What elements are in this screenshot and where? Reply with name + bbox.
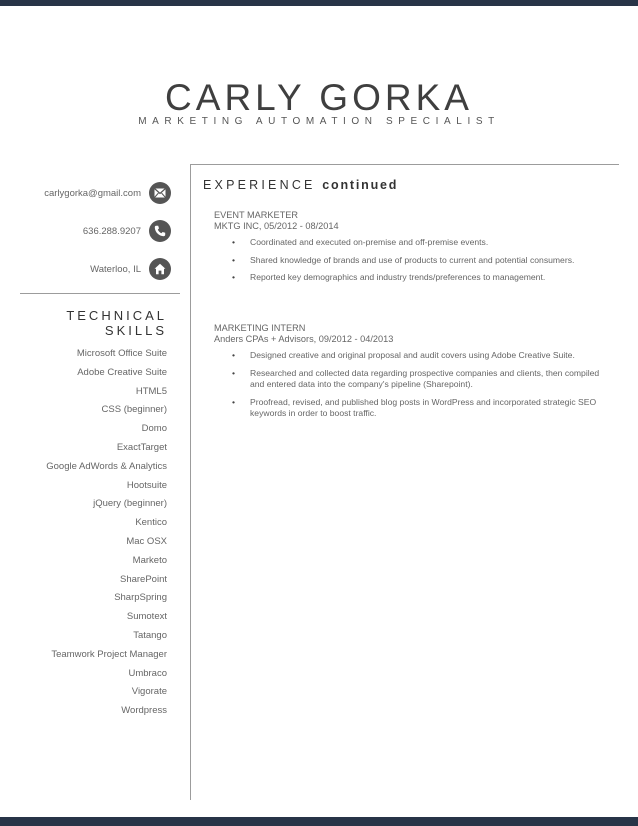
skill-item: jQuery (beginner) xyxy=(93,498,167,510)
skill-item: Sumotext xyxy=(126,611,167,623)
job-bullet: • Researched and collected data regarding prospective companies and clients, then compiled and entered data into the company's pipeline (Sharepoint). xyxy=(214,368,614,391)
skill-item: SharpSpring xyxy=(114,592,167,604)
top-accent-bar xyxy=(0,0,638,6)
skills-list xyxy=(46,345,167,721)
job-entry xyxy=(214,210,614,290)
candidate-name: CARLY GORKA xyxy=(165,76,473,118)
skill-item: Microsoft Office Suite xyxy=(76,348,167,359)
job-company-dates: Anders CPAs + Advisors, 09/2012 - 04/2013 xyxy=(214,334,394,344)
location-text: Waterloo, IL xyxy=(90,263,141,275)
contact-divider xyxy=(20,293,180,294)
skill-item: Umbraco xyxy=(128,667,167,679)
email-text: carlygorka@gmail.com xyxy=(44,187,141,199)
job-company-dates: MKTG INC, 05/2012 - 08/2014 xyxy=(214,221,339,231)
home-icon xyxy=(149,258,171,280)
skill-item: Wordpress xyxy=(121,705,167,717)
skill-item: Tatango xyxy=(133,629,167,641)
job-bullets xyxy=(214,350,614,420)
job-title: EVENT MARKETER xyxy=(214,210,299,220)
experience-heading-text: EXPERIENCE xyxy=(203,178,316,192)
skills-heading-line2: SKILLS xyxy=(104,323,167,338)
contact-email xyxy=(44,182,171,204)
job-bullet: • Shared knowledge of brands and use of products to current and potential consumers. xyxy=(214,255,614,267)
skill-item: Vigorate xyxy=(131,686,167,698)
job-title: MARKETING INTERN xyxy=(214,323,306,333)
phone-text: 636.288.9207 xyxy=(82,225,141,237)
job-bullet: • Coordinated and executed on-premise and off-premise events. xyxy=(214,237,614,249)
skill-item: ExactTarget xyxy=(116,441,167,453)
experience-heading xyxy=(203,178,398,192)
skill-item: Adobe Creative Suite xyxy=(77,366,167,378)
skill-item: Domo xyxy=(141,423,167,435)
skill-item: Teamwork Project Manager xyxy=(51,648,167,660)
job-bullet: • Reported key demographics and industry trends/preferences to management. xyxy=(214,272,614,284)
skills-heading-line1: TECHNICAL xyxy=(66,308,167,323)
bottom-accent-bar xyxy=(0,817,638,826)
job-entry xyxy=(214,323,614,426)
skill-item: SharePoint xyxy=(119,573,167,585)
skill-item: Mac OSX xyxy=(126,535,167,547)
skill-item: Hootsuite xyxy=(126,479,167,491)
header-divider xyxy=(190,164,619,165)
skill-item: HTML5 xyxy=(135,385,167,397)
skill-item: Kentico xyxy=(135,517,167,529)
job-bullets xyxy=(214,237,614,284)
job-title: MARKETING AUTOMATION SPECIALIST xyxy=(138,116,500,127)
phone-icon xyxy=(149,220,171,242)
contact-location xyxy=(90,258,171,280)
job-bullet: • Designed creative and original proposal and audit covers using Adobe Creative Suite. xyxy=(214,350,614,362)
skill-item: CSS (beginner) xyxy=(101,404,167,416)
skill-item: Marketo xyxy=(132,554,167,566)
contact-phone xyxy=(83,220,171,242)
envelope-icon xyxy=(149,182,171,204)
column-divider xyxy=(190,165,191,800)
experience-heading-suffix: continued xyxy=(322,178,399,192)
skills-heading xyxy=(66,308,167,338)
job-bullet: • Proofread, revised, and published blog posts in WordPress and incorporated strategic SEO keywords in order to boost traffic. xyxy=(214,397,614,420)
skill-item: Google AdWords & Analytics xyxy=(46,460,167,472)
